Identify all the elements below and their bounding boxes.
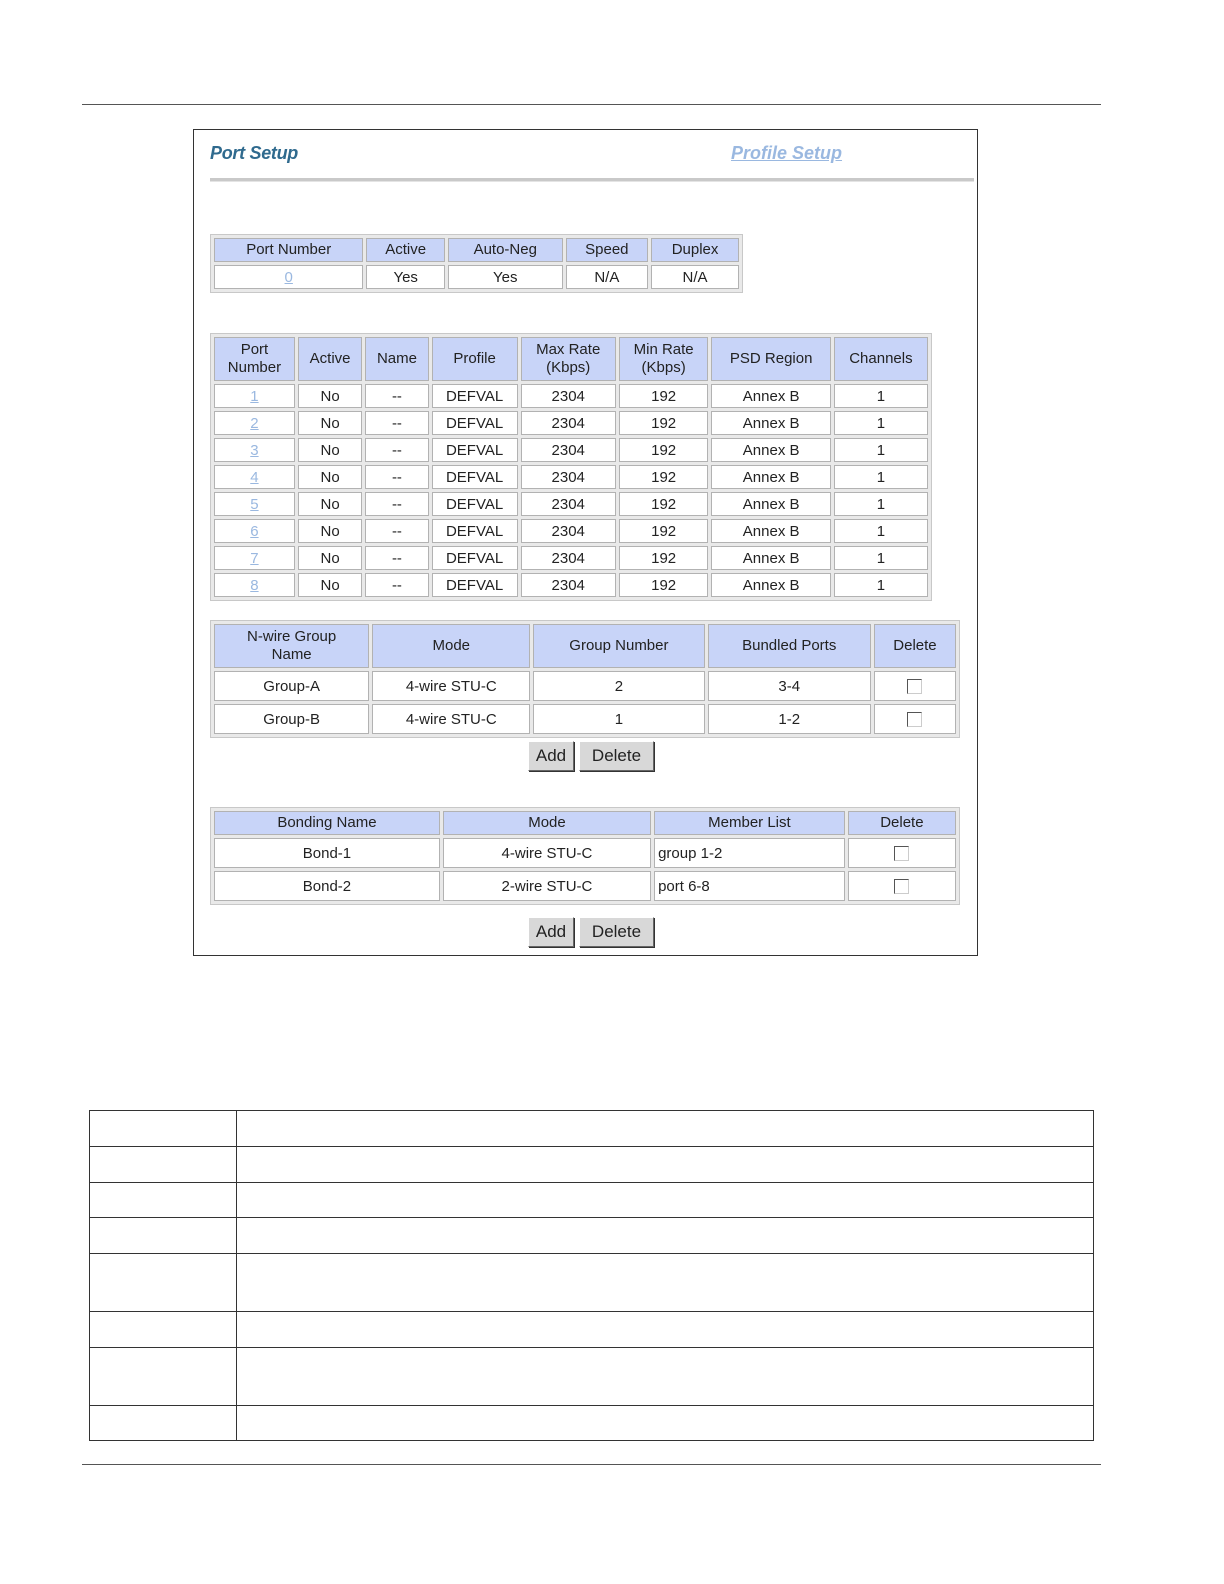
col-header-min-rate: Min Rate (Kbps): [619, 337, 709, 381]
active-cell: No: [298, 438, 362, 462]
profile-cell: DEFVAL: [432, 573, 518, 597]
page-bottom-rule: [82, 1464, 1101, 1465]
channels-cell: 1: [834, 492, 928, 516]
dsl-ports-table: [210, 333, 932, 601]
delete-checkbox[interactable]: [907, 679, 922, 694]
profile-cell: DEFVAL: [432, 519, 518, 543]
name-cell: --: [365, 519, 428, 543]
port-cell: [214, 265, 363, 289]
col-header-mode: Mode: [443, 811, 651, 835]
channels-cell: 1: [834, 438, 928, 462]
active-cell: No: [298, 384, 362, 408]
col-header-bundled-ports: Bundled Ports: [708, 624, 871, 668]
table-row: [214, 838, 956, 868]
active-cell: Yes: [366, 265, 444, 289]
mode-cell: 2-wire STU-C: [443, 871, 651, 901]
psd-cell: Annex B: [711, 384, 830, 408]
member-list-cell: port 6-8: [654, 871, 845, 901]
bundled-ports-cell: 1-2: [708, 704, 871, 734]
col-header-psd-region: PSD Region: [711, 337, 830, 381]
mode-cell: 4-wire STU-C: [443, 838, 651, 868]
table-row: [214, 519, 928, 543]
nwire-group-table: [210, 620, 960, 738]
profile-cell: DEFVAL: [432, 546, 518, 570]
name-cell: --: [365, 411, 428, 435]
psd-cell: Annex B: [711, 438, 830, 462]
table-row: [214, 265, 739, 289]
bond-add-button[interactable]: Add: [528, 917, 574, 947]
name-cell: --: [365, 546, 428, 570]
port-link-0[interactable]: 0: [284, 268, 293, 286]
mode-cell: 4-wire STU-C: [372, 671, 530, 701]
min-cell: 192: [619, 519, 709, 543]
col-header-auto-neg: Auto-Neg: [448, 238, 563, 262]
table-row: [214, 411, 928, 435]
bundled-ports-cell: 3-4: [708, 671, 871, 701]
group-add-button[interactable]: Add: [528, 741, 574, 771]
psd-cell: Annex B: [711, 411, 830, 435]
port-cell: [214, 546, 295, 570]
group-number-cell: 1: [533, 704, 704, 734]
col-header-speed: Speed: [566, 238, 649, 262]
min-cell: 192: [619, 438, 709, 462]
table-row: [90, 1312, 1094, 1348]
delete-checkbox[interactable]: [894, 879, 909, 894]
table-row: [214, 573, 928, 597]
col-header-max-rate: Max Rate (Kbps): [521, 337, 616, 381]
max-cell: 2304: [521, 384, 616, 408]
max-cell: 2304: [521, 519, 616, 543]
profile-setup-link[interactable]: Profile Setup: [731, 143, 843, 163]
table-row: [214, 384, 928, 408]
col-header-group-number: Group Number: [533, 624, 704, 668]
table-row: [90, 1254, 1094, 1312]
field-description-table: [89, 1110, 1094, 1441]
col-header-active: Active: [366, 238, 444, 262]
channels-cell: 1: [834, 465, 928, 489]
port-cell: [214, 384, 295, 408]
table-row: [214, 465, 928, 489]
name-cell: --: [365, 438, 428, 462]
min-cell: 192: [619, 384, 709, 408]
port-link-1[interactable]: 1: [250, 387, 259, 405]
table-row: [214, 492, 928, 516]
max-cell: 2304: [521, 492, 616, 516]
ethernet-port-table: [210, 234, 743, 293]
name-cell: --: [365, 465, 428, 489]
table-row: [214, 438, 928, 462]
table-row: [214, 871, 956, 901]
active-cell: No: [298, 546, 362, 570]
col-header-mode: Mode: [372, 624, 530, 668]
table-row: [214, 704, 956, 734]
max-cell: 2304: [521, 438, 616, 462]
delete-checkbox[interactable]: [894, 846, 909, 861]
min-cell: 192: [619, 465, 709, 489]
col-header-delete: Delete: [848, 811, 956, 835]
page-title: Port Setup: [210, 143, 299, 163]
col-header-delete: Delete: [874, 624, 956, 668]
psd-cell: Annex B: [711, 465, 830, 489]
col-header-active: Active: [298, 337, 362, 381]
min-cell: 192: [619, 411, 709, 435]
table-row: [90, 1348, 1094, 1406]
profile-cell: DEFVAL: [432, 492, 518, 516]
port-cell: [214, 438, 295, 462]
col-header-port-number: Port Number: [214, 337, 295, 381]
active-cell: No: [298, 465, 362, 489]
duplex-cell: N/A: [651, 265, 739, 289]
delete-cell: [848, 871, 956, 901]
port-link-5[interactable]: 5: [250, 495, 259, 513]
delete-checkbox[interactable]: [907, 712, 922, 727]
port-link-3[interactable]: 3: [250, 441, 259, 459]
col-header-duplex: Duplex: [651, 238, 739, 262]
max-cell: 2304: [521, 573, 616, 597]
psd-cell: Annex B: [711, 573, 830, 597]
psd-cell: Annex B: [711, 519, 830, 543]
active-cell: No: [298, 519, 362, 543]
port-link-7[interactable]: 7: [250, 549, 259, 567]
active-cell: No: [298, 411, 362, 435]
port-link-6[interactable]: 6: [250, 522, 259, 540]
speed-cell: N/A: [566, 265, 649, 289]
port-cell: [214, 465, 295, 489]
min-cell: 192: [619, 492, 709, 516]
auto-neg-cell: Yes: [448, 265, 563, 289]
max-cell: 2304: [521, 465, 616, 489]
group-name-cell: Group-B: [214, 704, 369, 734]
col-header-bonding-name: Bonding Name: [214, 811, 440, 835]
group-name-cell: Group-A: [214, 671, 369, 701]
col-header-port-number: Port Number: [214, 238, 363, 262]
port-cell: [214, 519, 295, 543]
port-setup-panel: [193, 129, 978, 956]
psd-cell: Annex B: [711, 546, 830, 570]
table-row: [90, 1406, 1094, 1441]
port-cell: [214, 492, 295, 516]
port-cell: [214, 573, 295, 597]
title-divider: [210, 178, 974, 182]
channels-cell: 1: [834, 411, 928, 435]
port-cell: [214, 411, 295, 435]
bonding-name-cell: Bond-2: [214, 871, 440, 901]
table-row: [90, 1218, 1094, 1254]
port-link-8[interactable]: 8: [250, 576, 259, 594]
port-link-2[interactable]: 2: [250, 414, 259, 432]
group-delete-button[interactable]: Delete: [579, 741, 654, 771]
psd-cell: Annex B: [711, 492, 830, 516]
page-top-rule: [82, 104, 1101, 105]
bonding-table: [210, 807, 960, 905]
delete-cell: [874, 671, 956, 701]
delete-cell: [874, 704, 956, 734]
col-header-name: Name: [365, 337, 428, 381]
max-cell: 2304: [521, 411, 616, 435]
delete-cell: [848, 838, 956, 868]
port-link-4[interactable]: 4: [250, 468, 259, 486]
min-cell: 192: [619, 546, 709, 570]
name-cell: --: [365, 573, 428, 597]
profile-cell: DEFVAL: [432, 411, 518, 435]
channels-cell: 1: [834, 546, 928, 570]
col-header-group-name: N-wire Group Name: [214, 624, 369, 668]
col-header-member-list: Member List: [654, 811, 845, 835]
bonding-name-cell: Bond-1: [214, 838, 440, 868]
profile-cell: DEFVAL: [432, 465, 518, 489]
channels-cell: 1: [834, 384, 928, 408]
channels-cell: 1: [834, 573, 928, 597]
mode-cell: 4-wire STU-C: [372, 704, 530, 734]
table-row: [214, 546, 928, 570]
name-cell: --: [365, 492, 428, 516]
table-row: [90, 1111, 1094, 1147]
member-list-cell: group 1-2: [654, 838, 845, 868]
col-header-channels: Channels: [834, 337, 928, 381]
col-header-profile: Profile: [432, 337, 518, 381]
table-row: [90, 1147, 1094, 1183]
table-row: [90, 1183, 1094, 1218]
active-cell: No: [298, 573, 362, 597]
group-number-cell: 2: [533, 671, 704, 701]
table-row: [214, 671, 956, 701]
profile-cell: DEFVAL: [432, 384, 518, 408]
max-cell: 2304: [521, 546, 616, 570]
channels-cell: 1: [834, 519, 928, 543]
active-cell: No: [298, 492, 362, 516]
min-cell: 192: [619, 573, 709, 597]
name-cell: --: [365, 384, 428, 408]
profile-cell: DEFVAL: [432, 438, 518, 462]
bond-delete-button[interactable]: Delete: [579, 917, 654, 947]
